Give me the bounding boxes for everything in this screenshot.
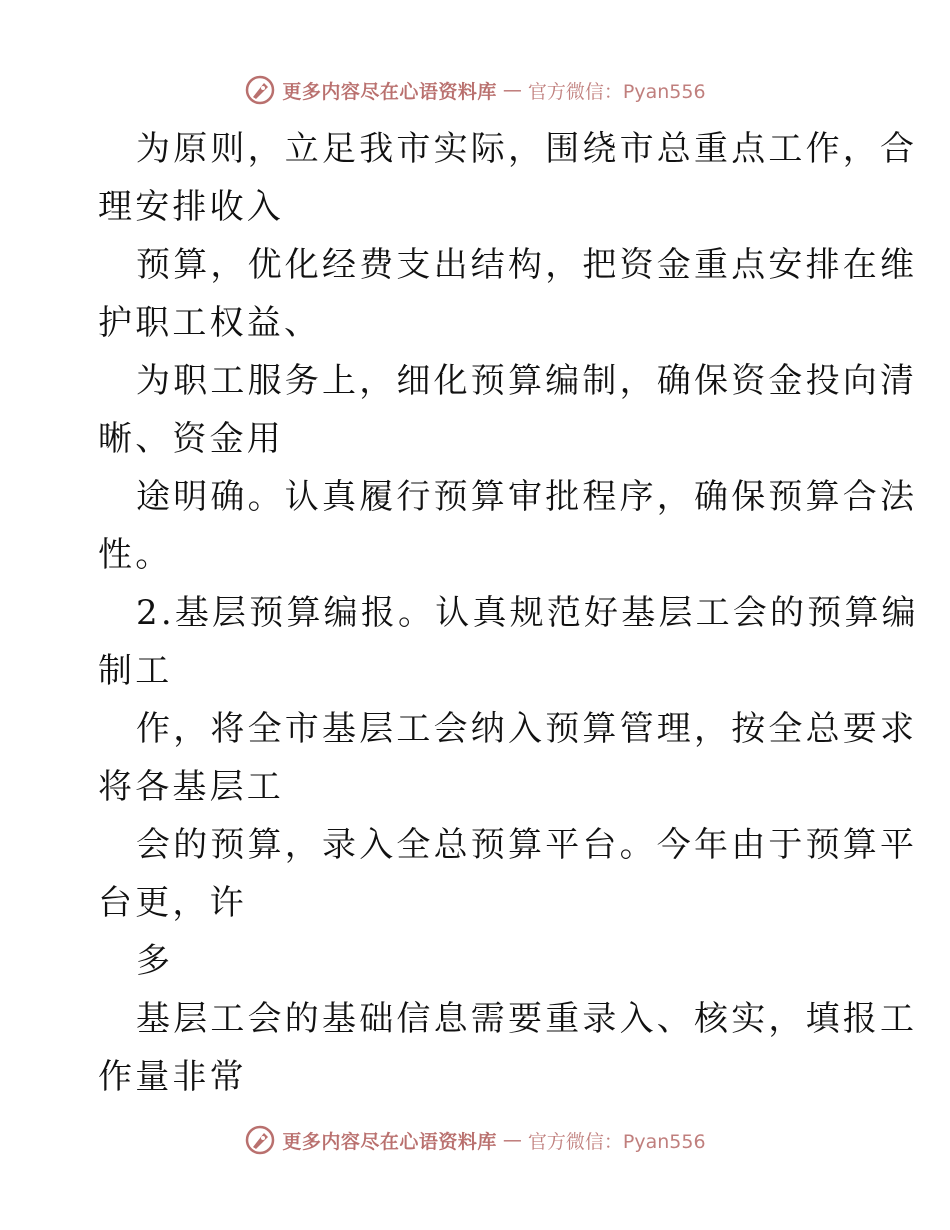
text-line: 作，将全市基层工会纳入预算管理，按全总要求 xyxy=(136,709,918,749)
text-line: 台更，许 xyxy=(98,883,247,923)
watermark-brand: 更多内容尽在心语资料库 xyxy=(282,1130,497,1153)
footer-watermark xyxy=(0,1120,950,1160)
text-line: 2.基层预算编报。认真规范好基层工会的预算编 xyxy=(136,593,919,633)
text-line: 预算，优化经费支出结构，把资金重点安排在维 xyxy=(136,245,918,285)
text-line: 晰、资金用 xyxy=(98,419,284,459)
text-line: 途明确。认真履行预算审批程序，确保预算合法 xyxy=(136,477,918,517)
watermark-dash: — xyxy=(502,1129,522,1151)
watermark-brand: 更多内容尽在心语资料库 xyxy=(282,80,497,103)
header-watermark xyxy=(0,70,950,110)
text-line: 为职工服务上，细化预算编制，确保资金投向清 xyxy=(136,361,918,401)
text-line: 为原则，立足我市实际，围绕市总重点工作，合 xyxy=(136,129,918,169)
text-line: 理安排收入 xyxy=(98,187,284,227)
watermark-contact: 官方微信：Pyan556 xyxy=(527,1130,706,1153)
text-line: 制工 xyxy=(98,651,173,691)
text-line: 护职工权益、 xyxy=(98,303,322,343)
text-line: 将各基层工 xyxy=(98,767,284,807)
text-line: 性。 xyxy=(98,535,173,575)
text-line: 多 xyxy=(136,941,174,981)
watermark-contact: 官方微信：Pyan556 xyxy=(527,80,706,103)
watermark-dash: — xyxy=(502,79,522,101)
text-line: 会的预算，录入全总预算平台。今年由于预算平 xyxy=(136,825,918,865)
pen-nib-circle-icon xyxy=(244,1124,276,1156)
text-line: 基层工会的基础信息需要重录入、核实，填报工 xyxy=(136,999,918,1039)
text-line: 作量非常 xyxy=(98,1057,247,1097)
document-body xyxy=(98,120,919,1106)
pen-nib-circle-icon xyxy=(244,74,276,106)
